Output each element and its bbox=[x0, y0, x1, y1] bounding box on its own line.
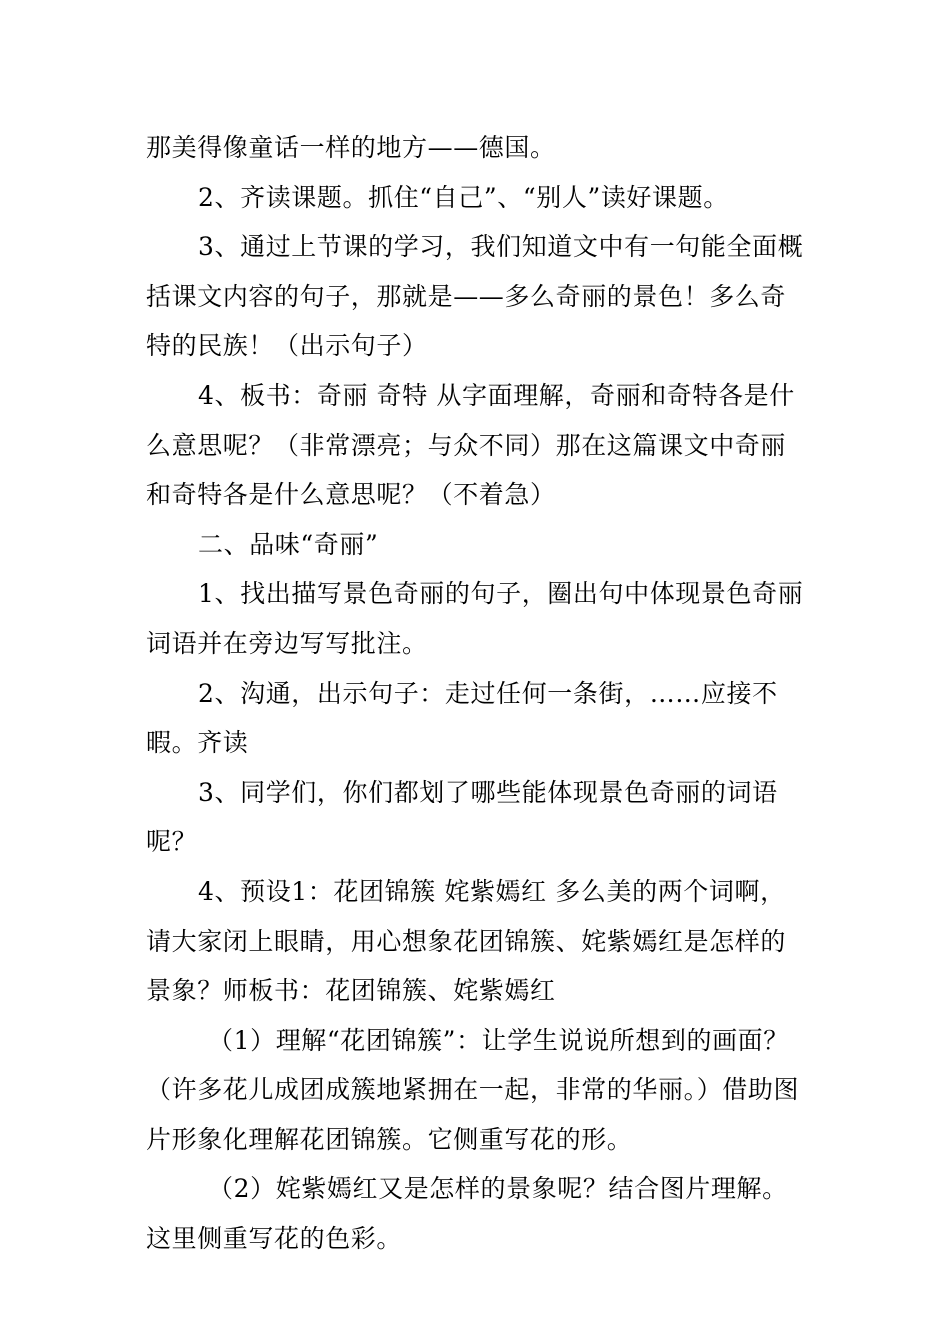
paragraph-preset: 4、预设1：花团锦簇 姹紫嫣红 多么美的两个词啊，请大家闭上眼睛，用心想象花团锦簇、姹紫嫣红是怎样的景象？师板书：花团锦簇、姹紫嫣红 bbox=[146, 876, 787, 1006]
paragraph-read-title: 2、齐读课题。抓住“自己”、“别人”读好课题。 bbox=[198, 182, 729, 212]
paragraph-blackboard: 4、板书：奇丽 奇特 从字面理解，奇丽和奇特各是什么意思呢？（非常漂亮；与众不同）那在这篇课文中奇丽和奇特各是什么意思呢？（不着急） bbox=[146, 380, 795, 510]
paragraph-summary-sentence: 3、通过上节课的学习，我们知道文中有一句能全面概括课文内容的句子，那就是——多么奇丽的景色！多么奇特的民族！（出示句子） bbox=[146, 232, 804, 361]
paragraph-sub-1: （1）理解“花团锦簇”：让学生说说所想到的画面？（许多花儿成团成簇地紧拥在一起，非常的华丽。）借助图片形象化理解花团锦簇。它侧重写花的形。 bbox=[146, 1025, 800, 1154]
section-heading: 二、品味“奇丽” bbox=[198, 529, 379, 559]
paragraph-sub-2: （2）姹紫嫣红又是怎样的景象呢？结合图片理解。这里侧重写花的色彩。 bbox=[146, 1174, 788, 1254]
document-body bbox=[146, 123, 811, 1264]
paragraph-continuation: 那美得像童话一样的地方——德国。 bbox=[146, 133, 556, 162]
paragraph-find-sentences: 1、找出描写景色奇丽的句子，圈出句中体现景色奇丽词语并在旁边写写批注。 bbox=[146, 579, 804, 658]
paragraph-question: 3、同学们，你们都划了哪些能体现景色奇丽的词语呢？ bbox=[146, 777, 778, 857]
paragraph-communicate: 2、沟通，出示句子：走过任何一条街，……应接不暇。齐读 bbox=[146, 678, 778, 758]
